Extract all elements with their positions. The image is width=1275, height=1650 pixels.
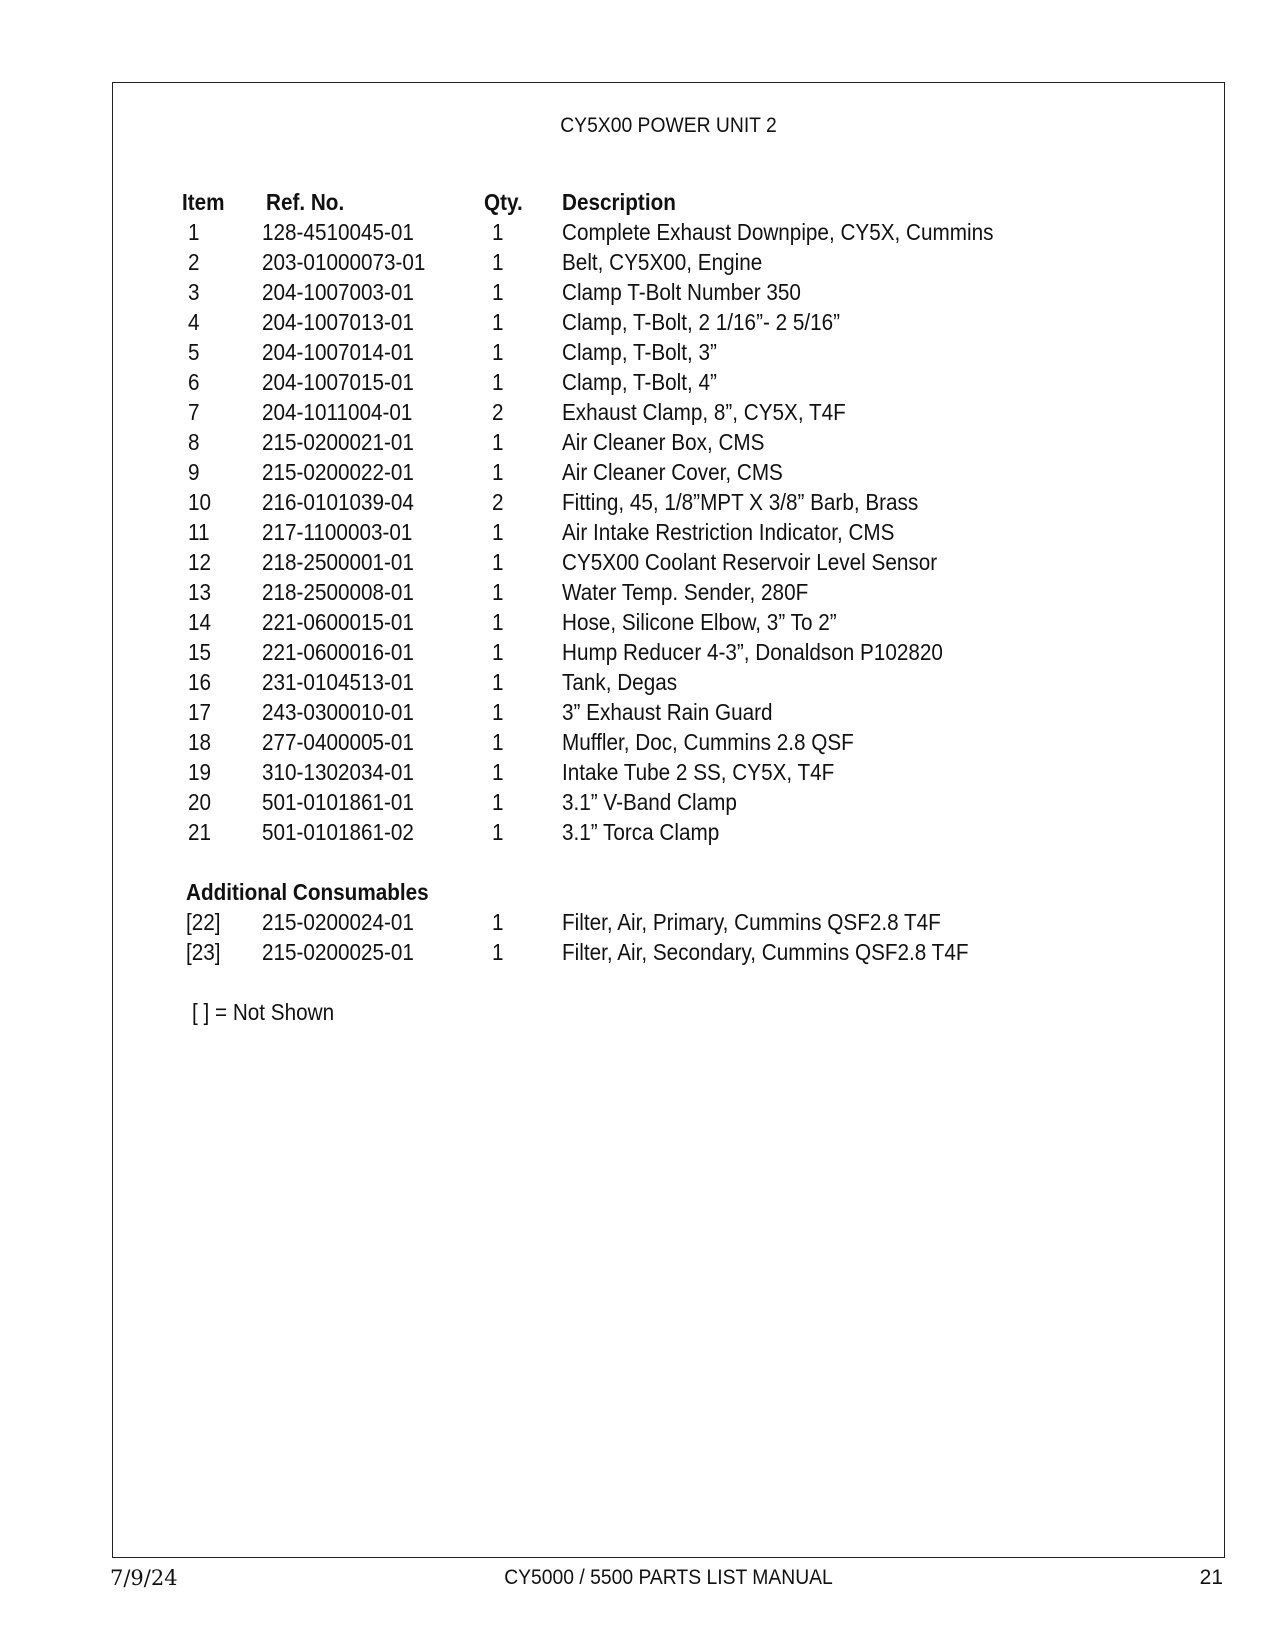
table-row [182,757,835,787]
row-description: Intake Tube 2 SS, CY5X, T4F [562,759,835,785]
row-ref-no: 221-0600015-01 [262,609,414,635]
table-row [182,907,941,937]
row-qty: 1 [492,729,504,755]
row-item: 4 [188,309,200,335]
row-description: Hose, Silicone Elbow, 3” To 2” [562,609,837,635]
header-item: Item [182,189,225,215]
row-qty: 1 [492,609,504,635]
row-ref-no: 215-0200021-01 [262,429,414,455]
row-item: 9 [188,459,200,485]
row-qty: 1 [492,429,504,455]
row-qty: 1 [492,579,504,605]
table-row [182,937,969,967]
consumables-rows [182,907,969,967]
row-qty: 2 [492,399,504,425]
row-item: 20 [188,789,212,815]
row-description: Air Cleaner Box, CMS [562,429,765,455]
row-qty: 1 [492,339,504,365]
row-description: Belt, CY5X00, Engine [562,249,763,275]
row-ref-no: 204-1007013-01 [262,309,414,335]
row-description: Hump Reducer 4-3”, Donaldson P102820 [562,639,943,665]
footer-page-number: 21 [1199,1566,1223,1589]
row-item: 18 [188,729,212,755]
row-item: 1 [188,219,200,245]
row-item: [22] [186,909,221,935]
table-row [182,427,765,457]
row-qty: 2 [492,489,504,515]
row-item: 8 [188,429,200,455]
row-ref-no: 217-1100003-01 [262,519,413,545]
row-ref-no: 204-1007003-01 [262,279,414,305]
section-gap [182,847,456,877]
table-row [182,547,938,577]
page-title: CY5X00 POWER UNIT 2 [560,114,777,137]
consumables-title-text: Additional Consumables [186,879,429,905]
row-item: 19 [188,759,212,785]
row-description: Air Intake Restriction Indicator, CMS [562,519,895,545]
row-description: 3” Exhaust Rain Guard [562,699,773,725]
row-ref-no: 501-0101861-02 [262,819,414,845]
row-qty: 1 [492,819,504,845]
row-item: 3 [188,279,200,305]
table-header [182,187,676,217]
footer-manual-title: CY5000 / 5500 PARTS LIST MANUAL [504,1566,833,1589]
row-item: 13 [188,579,212,605]
row-qty: 1 [492,639,504,665]
row-ref-no: 204-1007014-01 [262,339,414,365]
table-row [182,457,783,487]
row-qty: 1 [492,309,504,335]
row-ref-no: 277-0400005-01 [262,729,414,755]
table-row [182,517,895,547]
row-description: Exhaust Clamp, 8”, CY5X, T4F [562,399,846,425]
row-description: Clamp T-Bolt Number 350 [562,279,801,305]
table-row [182,577,809,607]
row-item: 12 [188,549,212,575]
row-description: Clamp, T-Bolt, 2 1/16”- 2 5/16” [562,309,841,335]
table-row [182,277,801,307]
table-row [182,727,854,757]
table-row [182,787,737,817]
row-description: 3.1” Torca Clamp [562,819,720,845]
table-row [182,817,720,847]
table-row [182,307,841,337]
table-row [182,217,994,247]
table-row [182,367,717,397]
row-item: 6 [188,369,200,395]
parts-rows [182,217,994,847]
row-description: Tank, Degas [562,669,678,695]
row-item: 17 [188,699,212,725]
row-qty: 1 [492,249,504,275]
row-item: 16 [188,669,212,695]
row-ref-no: 501-0101861-01 [262,789,414,815]
row-item: 10 [188,489,212,515]
row-ref-no: 310-1302034-01 [262,759,414,785]
row-item: 21 [188,819,212,845]
row-ref-no: 243-0300010-01 [262,699,414,725]
table-row [182,667,678,697]
row-ref-no: 218-2500008-01 [262,579,414,605]
row-ref-no: 216-0101039-04 [262,489,414,515]
row-ref-no: 215-0200022-01 [262,459,414,485]
row-description: Complete Exhaust Downpipe, CY5X, Cummins [562,219,994,245]
header-description: Description [562,189,676,215]
row-qty: 1 [492,669,504,695]
row-description: Air Cleaner Cover, CMS [562,459,783,485]
row-qty: 1 [492,459,504,485]
table-row [182,607,837,637]
not-shown-note [182,997,456,1027]
row-description: Water Temp. Sender, 280F [562,579,809,605]
table-row [182,247,763,277]
parts-list [182,187,994,1027]
table-row [182,697,773,727]
table-row [182,487,919,517]
row-ref-no: 204-1011004-01 [262,399,413,425]
table-row [182,637,943,667]
row-ref-no: 204-1007015-01 [262,369,414,395]
row-ref-no: 203-01000073-01 [262,249,426,275]
row-qty: 1 [492,909,504,935]
consumables-title [182,877,456,907]
row-description: CY5X00 Coolant Reservoir Level Sensor [562,549,938,575]
header-ref-no: Ref. No. [266,189,345,215]
header-qty: Qty. [484,189,523,215]
row-ref-no: 215-0200024-01 [262,909,414,935]
row-qty: 1 [492,279,504,305]
row-description: Filter, Air, Primary, Cummins QSF2.8 T4F [562,909,941,935]
footer-date: 7/9/24 [110,1566,178,1590]
row-description: Muffler, Doc, Cummins 2.8 QSF [562,729,854,755]
row-qty: 1 [492,519,504,545]
row-item: 14 [188,609,212,635]
row-ref-no: 128-4510045-01 [262,219,414,245]
row-qty: 1 [492,789,504,815]
row-description: 3.1” V-Band Clamp [562,789,737,815]
row-item: 15 [188,639,212,665]
row-item: 11 [188,519,210,545]
row-qty: 1 [492,369,504,395]
row-qty: 1 [492,219,504,245]
row-description: Clamp, T-Bolt, 3” [562,339,717,365]
row-item: 2 [188,249,200,275]
not-shown-note-text: [ ] = Not Shown [192,999,335,1025]
row-ref-no: 215-0200025-01 [262,939,414,965]
row-ref-no: 221-0600016-01 [262,639,414,665]
row-ref-no: 218-2500001-01 [262,549,414,575]
table-row [182,397,846,427]
row-qty: 1 [492,699,504,725]
row-description: Filter, Air, Secondary, Cummins QSF2.8 T4F [562,939,969,965]
table-row [182,337,717,367]
row-item: 7 [188,399,200,425]
row-ref-no: 231-0104513-01 [262,669,414,695]
row-description: Fitting, 45, 1/8”MPT X 3/8” Barb, Brass [562,489,919,515]
row-qty: 1 [492,549,504,575]
row-item: [23] [186,939,221,965]
row-qty: 1 [492,759,504,785]
row-qty: 1 [492,939,504,965]
row-item: 5 [188,339,200,365]
row-description: Clamp, T-Bolt, 4” [562,369,717,395]
